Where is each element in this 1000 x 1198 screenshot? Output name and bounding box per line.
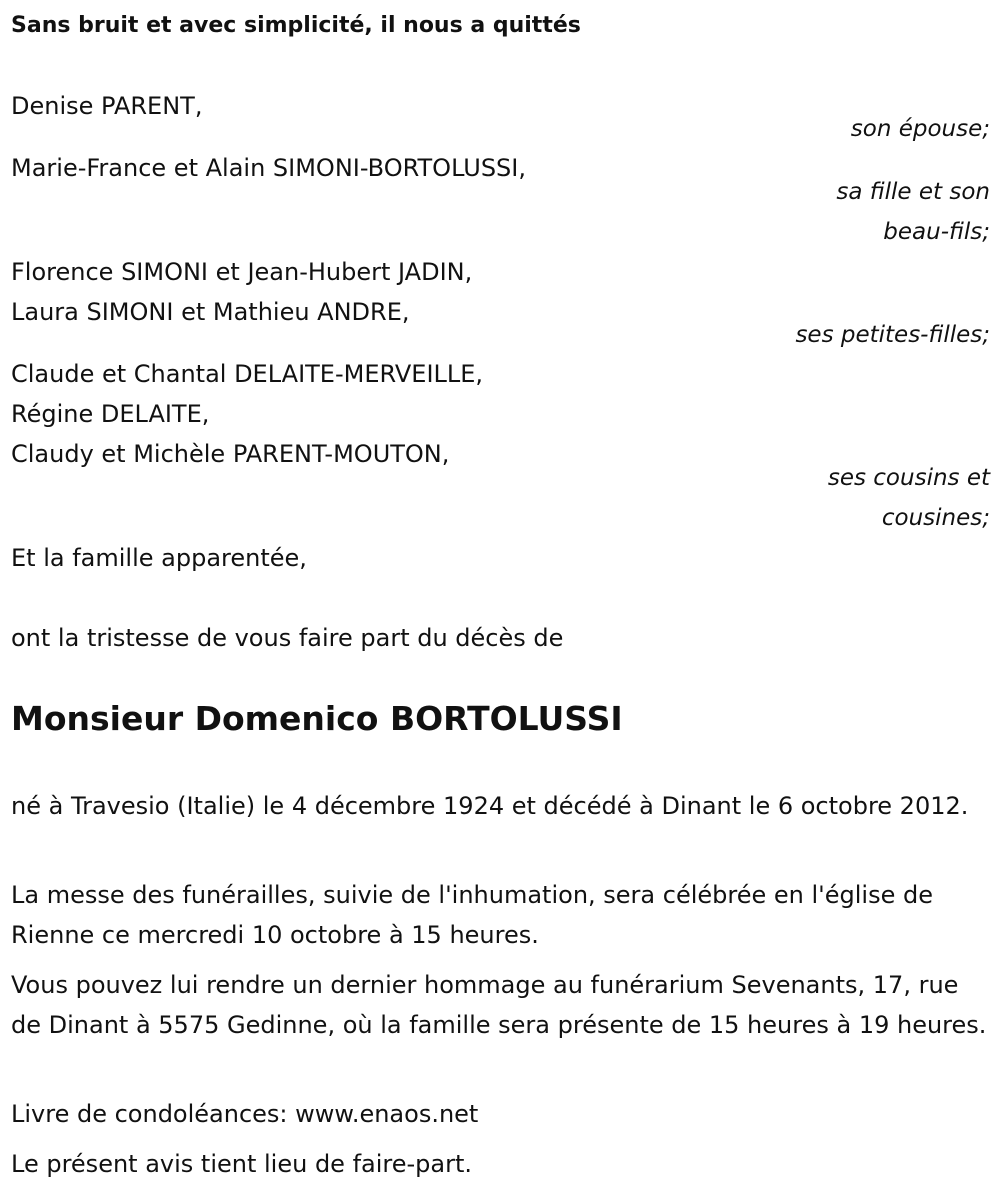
funeral-text: La messe des funérailles, suivie de l'inhumation, sera célébrée en l'église de Rienne ce mercredi 10 octobre à 15 heures. (11, 881, 933, 949)
spouse-name: Denise PARENT, (11, 92, 203, 120)
homage-text: Vous pouvez lui rendre un dernier hommage au funérarium Sevenants, 17, rue de Dinant à 5575 Gedinne, où la famille sera présente de 15 heures à 19 heures. (11, 971, 987, 1039)
announcement-text: ont la tristesse de vous faire part du décès de (11, 624, 564, 652)
deceased-name: Monsieur Domenico BORTOLUSSI (11, 699, 623, 738)
notice-text: Le présent avis tient lieu de faire-part. (11, 1150, 473, 1178)
cousins-role-line-1: ses cousins et (827, 465, 990, 491)
daughter-role-line-1: sa fille et son (836, 179, 990, 205)
cousins-role-line-2: cousines; (881, 505, 990, 531)
granddaughters-role: ses petites-filles; (795, 322, 990, 348)
daughter-role-line-2: beau-fils; (883, 219, 990, 245)
birth-death-text: né à Travesio (Italie) le 4 décembre 1924 et décédé à Dinant le 6 octobre 2012. (11, 792, 969, 820)
cousin-names-1: Claude et Chantal DELAITE-MERVEILLE, (11, 360, 484, 388)
cousin-names-2: Régine DELAITE, (11, 400, 210, 428)
header-line: Sans bruit et avec simplicité, il nous a quittés (11, 13, 581, 38)
granddaughter-names-1: Florence SIMONI et Jean-Hubert JADIN, (11, 258, 473, 286)
cousin-names-3: Claudy et Michèle PARENT-MOUTON, (11, 440, 450, 468)
daughter-names: Marie-France et Alain SIMONI-BORTOLUSSI, (11, 154, 526, 182)
extended-family: Et la famille apparentée, (11, 544, 307, 572)
granddaughter-names-2: Laura SIMONI et Mathieu ANDRE, (11, 298, 410, 326)
spouse-role: son épouse; (850, 116, 990, 142)
condolences-text: Livre de condoléances: www.enaos.net (11, 1100, 479, 1128)
